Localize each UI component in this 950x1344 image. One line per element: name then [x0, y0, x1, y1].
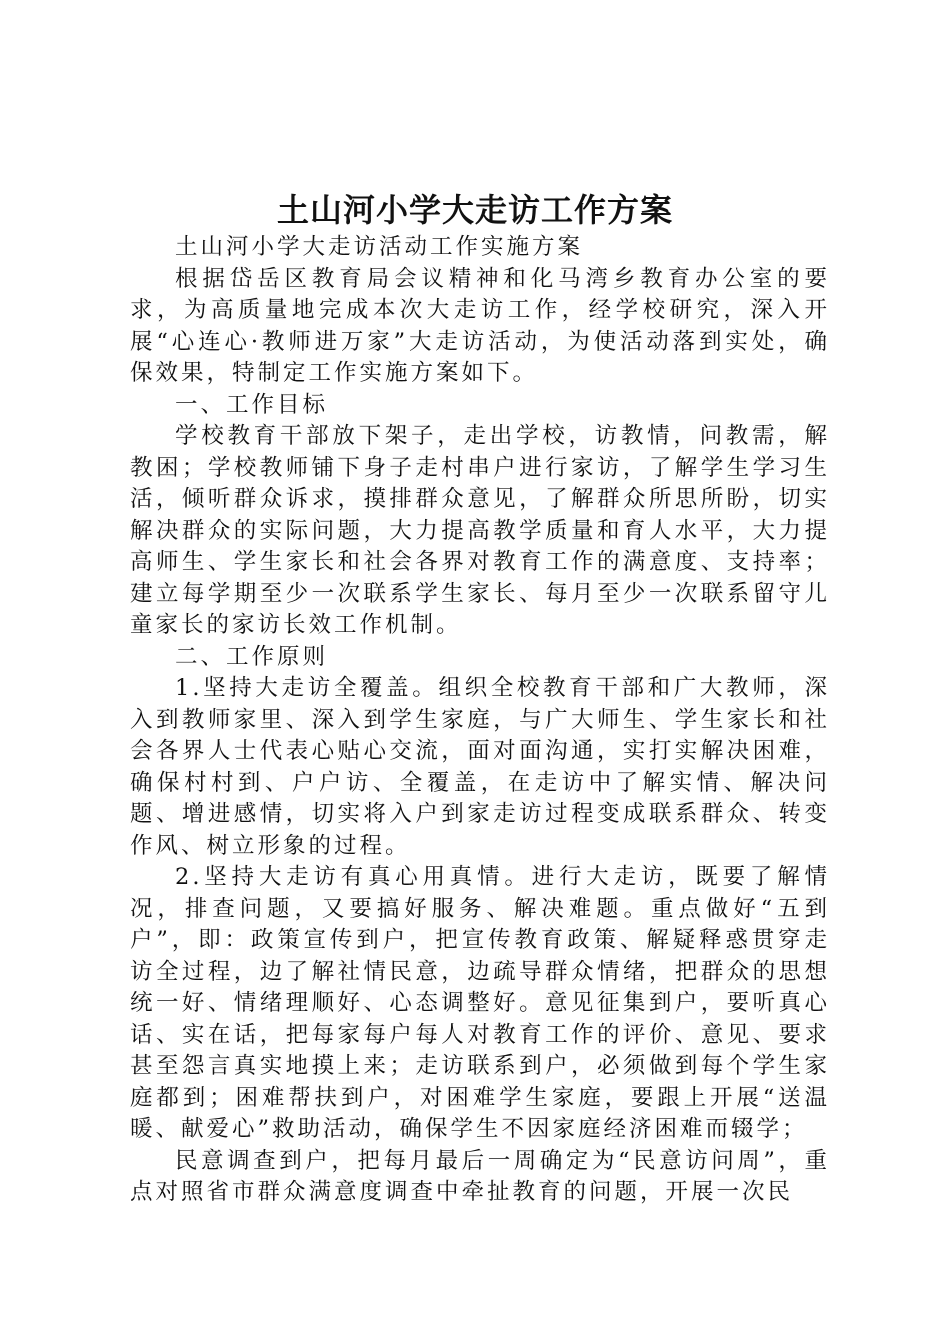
section-heading-goals: 一、工作目标 [175, 391, 329, 418]
document-subtitle: 土山河小学大走访活动工作实施方案 [175, 234, 584, 260]
document-body [130, 232, 830, 1209]
section-heading-principles: 二、工作原则 [175, 643, 329, 670]
paragraph-intro: 根据岱岳区教育局会议精神和化马湾乡教育办公室的要求，为高质量地完成本次大走访工作，经学校研究，深入开展“心连心·教师进万家”大走访活动，为使活动落到实处，确保效果，特制定工作实施方案如下。 [130, 265, 830, 386]
paragraph-survey: 民意调查到户，把每月最后一周确定为“民意访问周”，重点对照省市群众满意度调查中牵扯教育的问题，开展一次民 [130, 1147, 830, 1205]
paragraph-principle-2: 2.坚持大走访有真心用真情。进行大走访，既要了解情况，排查问题，又要搞好服务、解决难题。重点做好“五到户”，即：政策宣传到户，把宣传教育政策、解疑释惑贯穿走访全过程，边了解社情民意，边疏导群众情绪，把群众的思想统一好、情绪理顺好、心态调整好。意见征集到户，要听真心话、实在话，把每家每户每人对教育工作的评价、意见、要求甚至怨言真实地摸上来；走访联系到户，必须做到每个学生家庭都到；困难帮扶到户，对困难学生家庭，要跟上开展“送温暖、献爱心”救助活动，确保学生不因家庭经济困难而辍学； [130, 864, 830, 1142]
paragraph-principle-1: 1.坚持大走访全覆盖。组织全校教育干部和广大教师，深入到教师家里、深入到学生家庭，与广大师生、学生家长和社会各界人士代表心贴心交流，面对面沟通，实打实解决困难，确保村村到、户户访、全覆盖，在走访中了解实情、解决问题、增进感情，切实将入户到家走访过程变成联系群众、转变作风、树立形象的过程。 [130, 675, 830, 859]
paragraph-goals: 学校教育干部放下架子，走出学校，访教情，问教需，解教困；学校教师铺下身子走村串户进行家访，了解学生学习生活，倾听群众诉求，摸排群众意见，了解群众所思所盼，切实解决群众的实际问题，大力提高教学质量和育人水平，大力提高师生、学生家长和社会各界对教育工作的满意度、支持率；建立每学期至少一次联系学生家长、每月至少一次联系留守儿童家长的家访长效工作机制。 [130, 423, 830, 638]
document-title: 土山河小学大走访工作方案 [276, 191, 673, 229]
